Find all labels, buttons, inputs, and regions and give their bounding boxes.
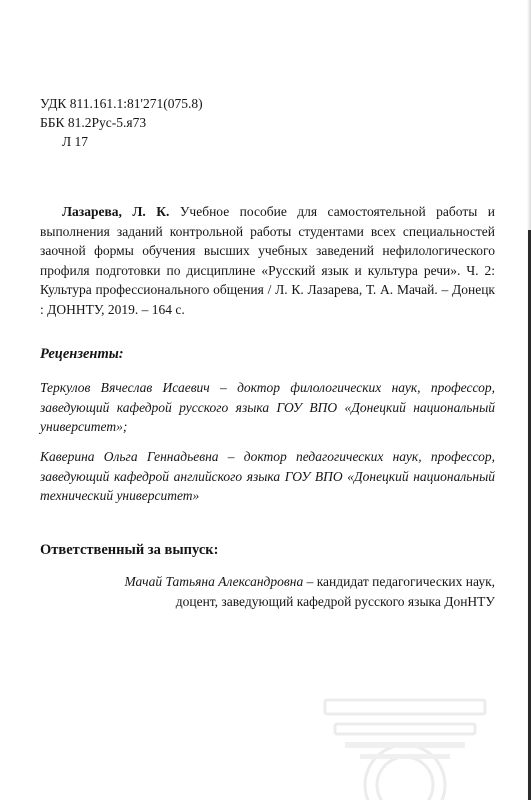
classification-codes <box>40 94 203 151</box>
udk-code: УДК 811.161.1:81'271(075.8) <box>40 96 203 111</box>
faint-stamp-watermark <box>305 690 505 800</box>
bibliographic-abstract <box>40 202 495 319</box>
abstract-text: Учебное пособие для самостоятельной работы и выполнения заданий контрольной работы студентами всех специальностей заочной формы обучения высших учебных заведений нефилологического профиля подготовки по дисциплине «Русский язык и культура речи». Ч. 2: Культура профессионального общения / Л. К. Лазарева, Т. А. Мачай. – Донецк : ДОННТУ, 2019. – 164 с. <box>40 204 496 317</box>
reviewers-heading: Рецензенты: <box>40 346 124 362</box>
reviewer-2: Каверина Ольга Геннадьевна – доктор педагогических наук, профессор, заведующий кафедрой английского языка ГОУ ВПО «Донецкий национальный технический университет» <box>40 449 495 503</box>
responsible-title: – кандидат педагогических наук, <box>303 574 495 589</box>
responsible-person <box>62 572 495 612</box>
responsible-position: доцент, заведующий кафедрой русского языка ДонНТУ <box>175 594 495 609</box>
responsible-name: Мачай Татьяна Александровна <box>124 574 304 589</box>
author-mark: Л 17 <box>62 134 89 149</box>
abstract-author: Лазарева, Л. К. <box>62 204 170 219</box>
responsible-heading: Ответственный за выпуск: <box>40 542 219 558</box>
reviewer-1: Теркулов Вячеслав Исаевич – доктор филологических наук, профессор, заведующий кафедрой русского языка ГОУ ВПО «Донецкий национальный университет»; <box>40 380 495 434</box>
bbk-code: ББК 81.2Рус-5.я73 <box>40 115 147 130</box>
